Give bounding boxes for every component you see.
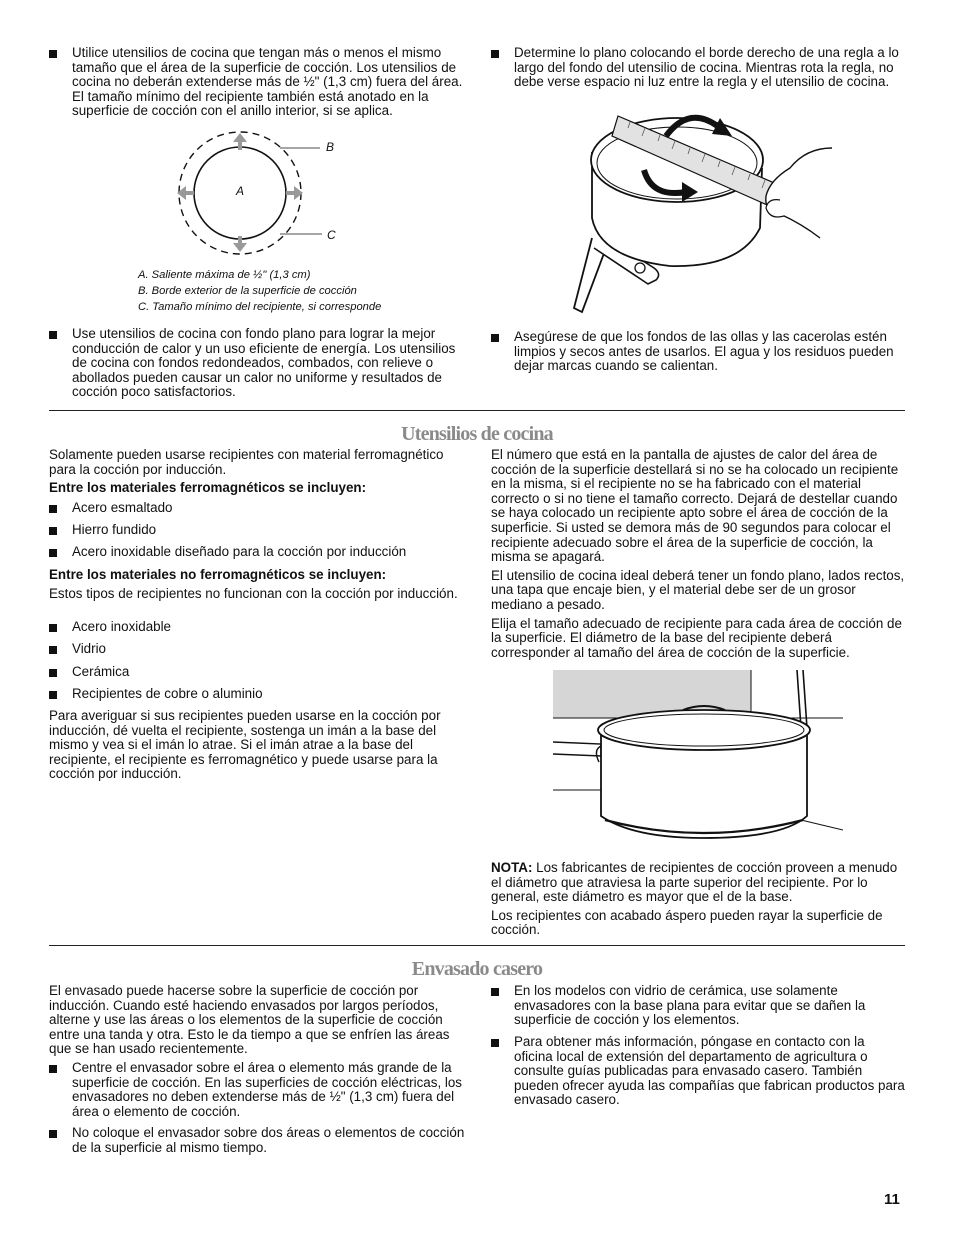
diagram-label-c: C	[327, 228, 336, 242]
section-divider	[49, 945, 905, 946]
bullet-marker	[49, 527, 57, 535]
bullet-marker	[49, 50, 57, 58]
paragraph: Elija el tamaño adecuado de recipiente para cada área de cocción de la superficie. El diámetro de la base del recipiente deberá corresponder al tamaño del área de cocción de la superficie.	[491, 615, 902, 660]
bullet-text: Centre el envasador sobre el área o elemento más grande de la superficie de cocción. En las superficies de cocción eléctricas, los envasadores no deben extenderse más de ½" (1,3 cm) fuera del área o elemento de cocción.	[72, 1060, 463, 1119]
bullet-marker	[491, 334, 499, 342]
subheading: Entre los materiales ferromagnéticos se incluyen:	[49, 480, 367, 496]
bullet-marker	[49, 331, 57, 339]
section1-left-column	[49, 448, 465, 496]
note-label: NOTA:	[491, 860, 533, 875]
note-text: Los fabricantes de recipientes de cocción proveen a menudo el diámetro que atraviesa la parte superior del recipiente. Por lo general, este diámetro es mayor que el de la base.	[491, 860, 898, 905]
nota-block	[491, 861, 907, 938]
bullet-marker	[49, 1065, 57, 1073]
cookware-size-diagram	[168, 126, 348, 266]
note-paragraph	[491, 861, 907, 905]
diagram-label-b: B	[326, 140, 335, 154]
section-title-utensilios: Utensilios de cocina	[401, 423, 553, 445]
bullet-marker	[49, 1130, 57, 1138]
bullet-marker	[49, 691, 57, 699]
bullet-marker	[49, 669, 57, 677]
diagram-caption-b: B. Borde exterior de la superficie de cocción	[138, 285, 357, 297]
bullet-text: En los modelos con vidrio de cerámica, use solamente envasadores con la base plana para evitar que se dañen la superficie de cocción y los elementos.	[514, 983, 866, 1028]
bullet-marker	[49, 549, 57, 557]
bullet-text: Determine lo plano colocando el borde derecho de una regla a lo largo del fondo del utensilio de cocina. Mientras rota la regla, no debe verse espacio ni luz entre la regla y el utensilio de cocina.	[514, 45, 899, 90]
bullet-text: Acero esmaltado	[72, 500, 173, 515]
bullet-text: Use utensilios de cocina con fondo plano para lograr la mejor conducción de calor y un uso eficiente de energía. Los utensilios de cocina con fondos redondeados, combados, con relieve o abollados pueden causar un calor no uniforme y resultados de cocción poco satisfactorios.	[72, 326, 456, 400]
page-number: 11	[884, 1191, 900, 1208]
bullet-marker	[49, 624, 57, 632]
section1-right-column	[491, 448, 907, 660]
bullet-marker	[491, 988, 499, 996]
diagram-caption-c: C. Tamaño mínimo del recipiente, si corresponde	[138, 301, 382, 313]
bullet-marker	[491, 50, 499, 58]
magnet-paragraph: Para averiguar si sus recipientes pueden usarse en la cocción por inducción, dé vuelta el recipiente, sostenga un imán a la base del mismo y vea si el imán lo atrae. Si el imán atrae a la base del recipiente, el recipiente es ferromagnético y puede usarse para la cocción por inducción.	[49, 708, 441, 782]
bullet-marker	[49, 646, 57, 654]
bullet-text: No coloque el envasador sobre dos áreas o elementos de cocción de la superficie al mismo tiempo.	[72, 1125, 465, 1155]
paragraph: El número que está en la pantalla de ajustes de calor del área de cocción de la superficie destellará si no se ha colocado un recipiente en la misma, si el recipiente no se ha fabricado con el material correcto o si no tiene el tamaño correcto. Dejará de destellar cuando se haya colocado un recipiente apto sobre el área de cocción de la superficie. Si usted se demora más de 90 segundos para colocar el recipiente adecuado sobre el área de la superficie de cocción, la misma se apagará.	[491, 447, 899, 565]
bullet-text: Utilice utensilios de cocina que tengan más o menos el mismo tamaño que el área de la superficie de cocción. Los utensilios de cocina no deberán extenderse más de ½" (1,3 cm) fuera del área. El tamaño mínimo del recipiente también está anotado en la superficie de cocción con el anillo interior, si se aplica.	[72, 45, 463, 119]
section2-intro: El envasado puede hacerse sobre la superficie de cocción por inducción. Cuando esté haciendo envasados por largos períodos, alterne y use las áreas o los elementos de la superficie de cocción entre una tanda y otra. Esto le da tiempo a que se enfríen las áreas que se han usado recientemente.	[49, 983, 450, 1057]
ruler-on-pan-illustration	[570, 108, 832, 318]
bullet-text: Acero inoxidable diseñado para la cocción por inducción	[72, 544, 407, 559]
paragraph: El utensilio de cocina ideal deberá tener un fondo plano, lados rectos, una tapa que encaje bien, y el material debe ser de un grosor mediano a pesado.	[491, 567, 905, 612]
bullet-text: Cerámica	[72, 664, 130, 679]
paragraph: Los recipientes con acabado áspero pueden rayar la superficie de cocción.	[491, 907, 883, 938]
bullet-text: Hierro fundido	[72, 522, 157, 537]
bullet-text: Para obtener más información, póngase en contacto con la oficina local de extensión del departamento de agricultura o consulte guías publicadas para envasado casero. También pueden ofrecer ayuda las compañías que fabrican productos para envasado casero.	[514, 1034, 905, 1108]
section-title-envasado: Envasado casero	[411, 958, 543, 980]
nonferro-block	[49, 568, 465, 601]
paragraph: Estos tipos de recipientes no funcionan con la cocción por inducción.	[49, 585, 458, 601]
subheading: Entre los materiales no ferromagnéticos se incluyen:	[49, 567, 387, 582]
diagram-caption-a: A. Saliente máxima de ½" (1,3 cm)	[138, 269, 311, 281]
bullet-text: Vidrio	[72, 641, 106, 656]
pot-on-cooktop-illustration	[553, 670, 843, 845]
bullet-text: Asegúrese de que los fondos de las ollas y las cacerolas estén limpios y secos antes de usarlos. El agua y los residuos pueden dejar marcas cuando se calientan.	[514, 329, 894, 374]
paragraph: Solamente pueden usarse recipientes con material ferromagnético para la cocción por inducción.	[49, 447, 444, 477]
diagram-label-a: A	[236, 184, 245, 198]
bullet-text: Acero inoxidable	[72, 619, 172, 634]
section-divider	[49, 410, 905, 411]
bullet-marker	[49, 505, 57, 513]
bullet-text: Recipientes de cobre o aluminio	[72, 686, 263, 701]
bullet-marker	[491, 1039, 499, 1047]
